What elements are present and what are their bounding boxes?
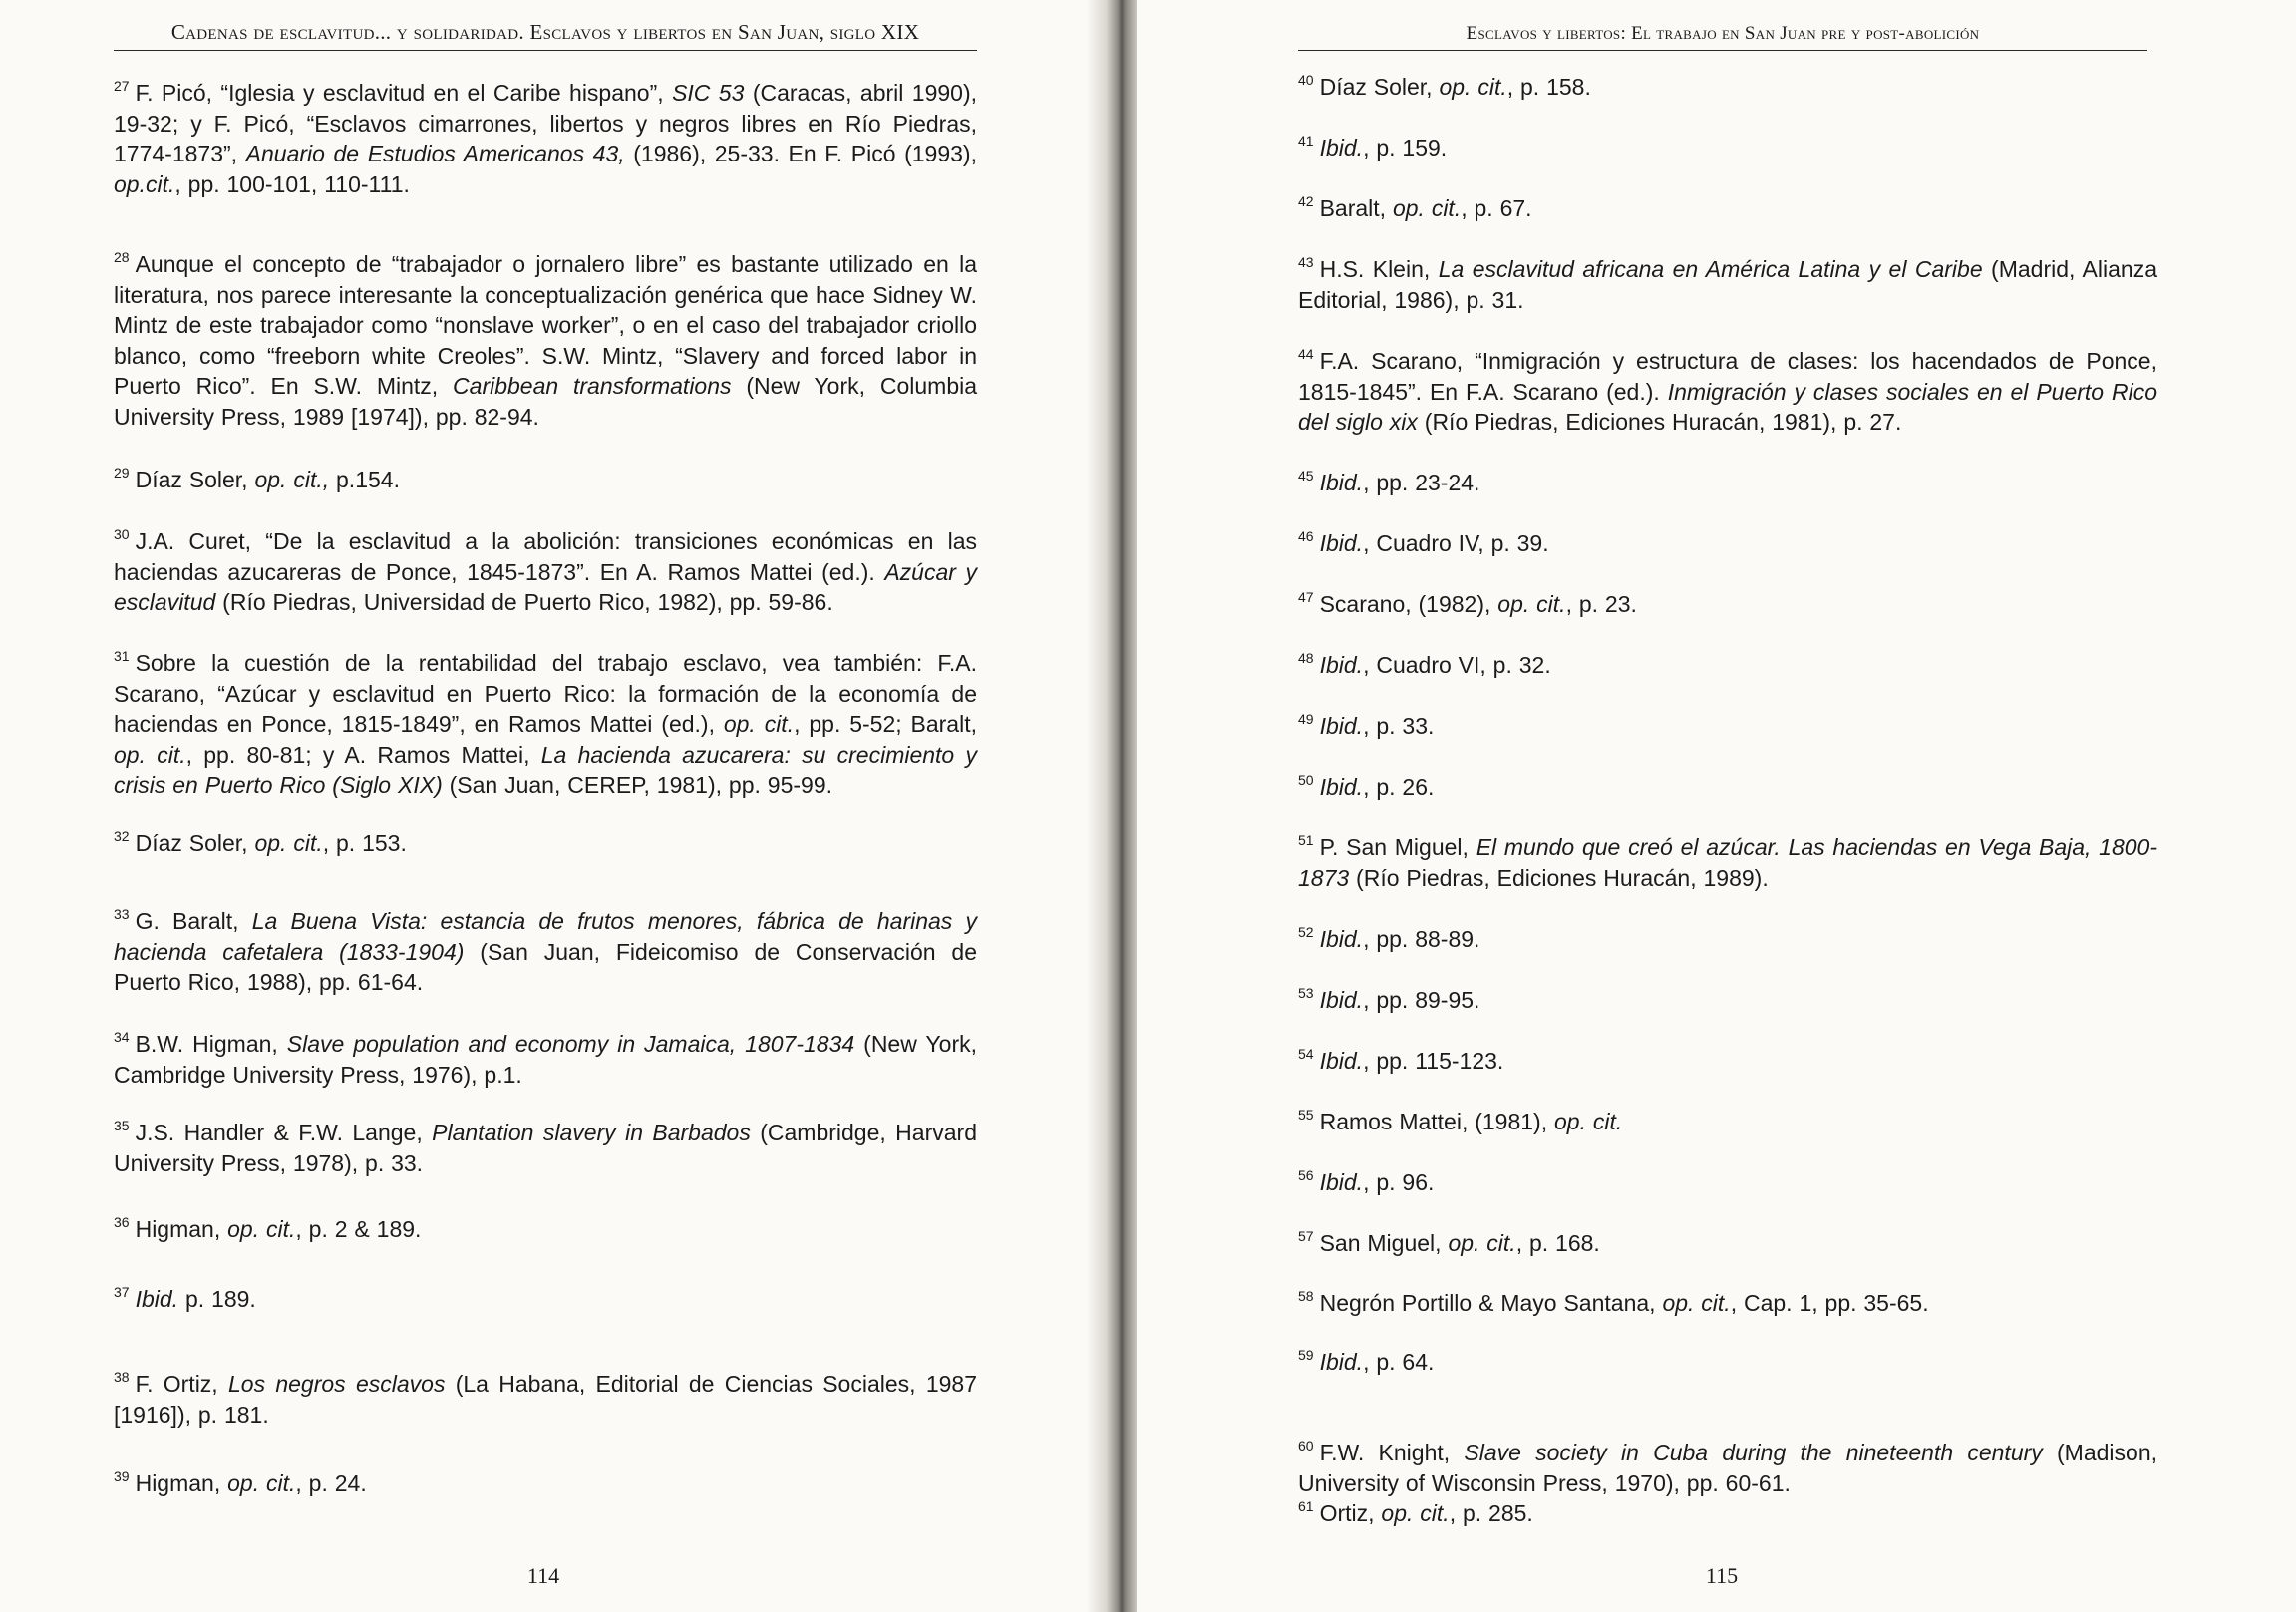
note-text: , Cap. 1, pp. 35-65. — [1730, 1290, 1929, 1316]
note-text-italic: op. cit. — [114, 741, 186, 768]
note-text: (San Juan, Fideicomiso de Conservación de Puerto Rico, 1988), pp. 61-64. — [114, 938, 977, 995]
note-text: , pp. 115-123. — [1363, 1048, 1504, 1074]
note-number: 31 — [114, 648, 130, 664]
note-text: , pp. 88-89. — [1363, 926, 1480, 952]
note-text-italic: El mundo que creó el azúcar. Las haciendas en Vega Baja, 1800-1873 — [1298, 834, 2157, 891]
endnote — [1298, 72, 2157, 103]
note-text: , p. 2 & 189. — [295, 1216, 422, 1242]
note-text-italic: Ibid. — [1319, 987, 1364, 1013]
note-text: B.W. Higman, — [135, 1031, 287, 1057]
note-text: Sobre la cuestión de la rentabilidad del trabajo esclavo, vea también: F.A. Scarano, “Azúcar y esclavitud en Puerto Rico: la formación de la economía de haciendas en Ponce, 1815-1849”, en Ramos Mattei (ed.), — [114, 650, 977, 737]
note-text: , p. 23. — [1565, 591, 1637, 617]
note-text: Ortiz, — [1319, 1500, 1382, 1526]
endnote — [1298, 832, 2157, 893]
note-text: (Río Piedras, Ediciones Huracán, 1989). — [1349, 864, 1769, 891]
note-number: 59 — [1298, 1347, 1314, 1363]
note-text: , pp. 89-95. — [1363, 987, 1480, 1013]
endnote — [1298, 924, 2157, 955]
note-text: (La Habana, Editorial de Ciencias Sociales, 1987 [1916]), p. 181. — [114, 1371, 977, 1428]
note-text-italic: op. cit. — [723, 711, 795, 737]
note-number: 33 — [114, 906, 130, 922]
note-text-italic: op. cit. — [1554, 1109, 1623, 1134]
note-number: 48 — [1298, 650, 1314, 666]
note-text-italic: op. cit. — [227, 1216, 296, 1242]
note-number: 45 — [1298, 468, 1314, 484]
note-text: (1986), 25-33. En F. Picó (1993), — [624, 141, 977, 166]
note-text-italic: op. cit. — [1448, 1230, 1516, 1256]
endnote — [114, 78, 977, 199]
endnote — [1298, 133, 2157, 163]
note-text: Higman, — [135, 1470, 228, 1496]
note-text: San Miguel, — [1319, 1230, 1449, 1256]
note-text: p. 189. — [178, 1286, 256, 1312]
note-text: , p. 64. — [1363, 1349, 1435, 1375]
note-text-italic: Slave society in Cuba during the nineteenth century — [1464, 1440, 2043, 1465]
endnote — [114, 1468, 977, 1499]
running-head-left: Cadenas de esclavitud... y solidaridad. Esclavos y libertos en San Juan, siglo XIX — [114, 18, 977, 51]
note-text: , p. 168. — [1515, 1230, 1600, 1256]
note-number: 28 — [114, 249, 130, 265]
note-text: J.S. Handler & F.W. Lange, — [135, 1120, 433, 1145]
note-text-italic: Caribbean transformations — [453, 373, 732, 399]
note-text: (Madrid, Alianza Editorial, 1986), p. 31. — [1298, 256, 2157, 313]
note-text: Ramos Mattei, (1981), — [1319, 1109, 1554, 1134]
note-text: Díaz Soler, — [135, 467, 255, 492]
note-number: 41 — [1298, 133, 1314, 149]
note-text: , p. 26. — [1363, 774, 1435, 800]
note-text: , p. 67. — [1461, 195, 1532, 221]
note-text-italic: Ibid. — [1319, 135, 1364, 161]
note-number: 46 — [1298, 528, 1314, 544]
note-number: 52 — [1298, 924, 1314, 940]
note-text-italic: Ibid. — [1319, 713, 1364, 739]
note-text-italic: Azúcar y esclavitud — [114, 558, 977, 615]
note-text-italic: Ibid. — [1319, 470, 1364, 495]
endnote — [114, 906, 977, 998]
note-text-italic: Ibid. — [135, 1286, 179, 1312]
note-text: p.154. — [329, 467, 400, 492]
page-number-right: 115 — [1705, 1563, 1739, 1588]
note-text: , p. 158. — [1506, 74, 1591, 100]
note-text-italic: La hacienda azucarera: su crecimiento y crisis en Puerto Rico (Siglo XIX) — [114, 741, 977, 798]
note-text-italic: Los negros esclavos — [227, 1371, 446, 1397]
note-number: 44 — [1298, 346, 1314, 362]
note-text: F.W. Knight, — [1319, 1440, 1465, 1465]
note-text-italic: op. cit. — [1439, 74, 1507, 100]
note-text: (Madison, University of Wisconsin Press, 1970), pp. 60-61. — [1298, 1440, 2157, 1496]
endnote — [114, 249, 977, 432]
endnote — [1298, 1167, 2157, 1198]
endnote — [1298, 650, 2157, 681]
note-text-italic: op. cit. — [1392, 195, 1462, 221]
endnote — [114, 526, 977, 618]
note-text-italic: op. cit. — [1497, 591, 1566, 617]
note-text: , Cuadro VI, p. 32. — [1363, 652, 1551, 678]
note-number: 61 — [1298, 1498, 1314, 1514]
note-number: 50 — [1298, 772, 1314, 788]
note-text: , p. 24. — [295, 1470, 367, 1496]
note-text: , pp. 5-52; Baralt, — [794, 711, 977, 737]
note-number: 30 — [114, 526, 130, 542]
note-number: 56 — [1298, 1167, 1314, 1183]
endnote — [1298, 1498, 2157, 1529]
note-text: (Río Piedras, Universidad de Puerto Rico, 1982), pp. 59-86. — [215, 589, 833, 615]
note-number: 49 — [1298, 711, 1314, 727]
endnote — [114, 1029, 977, 1090]
endnote — [1298, 254, 2157, 315]
note-text-italic: Inmigración y clases sociales en el Puerto Rico del siglo xix — [1298, 378, 2158, 435]
note-number: 54 — [1298, 1046, 1314, 1062]
note-text: Scarano, (1982), — [1319, 591, 1498, 617]
note-number: 36 — [114, 1214, 130, 1230]
note-text-italic: op. cit. — [1662, 1290, 1731, 1316]
note-number: 60 — [1298, 1438, 1314, 1453]
note-text-italic: Ibid. — [1319, 1349, 1364, 1375]
note-text: Higman, — [135, 1216, 228, 1242]
note-text-italic: La esclavitud africana en América Latina y el Caribe — [1438, 256, 1983, 282]
note-number: 27 — [114, 78, 130, 94]
note-text: , p. 159. — [1363, 135, 1448, 161]
endnote — [1298, 1438, 2157, 1498]
note-number: 53 — [1298, 985, 1314, 1001]
note-text: Díaz Soler, — [1319, 74, 1440, 100]
note-text: Baralt, — [1319, 195, 1393, 221]
endnote — [114, 648, 977, 801]
note-number: 57 — [1298, 1228, 1314, 1244]
endnote — [1298, 346, 2157, 438]
note-text: , pp. 80-81; y A. Ramos Mattei, — [185, 741, 541, 768]
endnote — [1298, 1228, 2157, 1259]
note-text-italic: SIC 53 — [672, 80, 745, 106]
note-text-italic: Slave population and economy in Jamaica, 1807-1834 — [286, 1031, 855, 1057]
note-text-italic: op. cit. — [227, 1470, 296, 1496]
note-text: , p. 33. — [1363, 713, 1435, 739]
note-text: Aunque el concepto de “trabajador o jornalero libre” es bastante utilizado en la literatura, nos parece interesante la conceptualización genérica que hace Sidney W. Mintz de este trabajador como “nonslave worker”, o en el caso del trabajador criollo blanco, como “freeborn white Creoles”. S.W. Mintz, “Slavery and forced labor in Puerto Rico”. En S.W. Mintz, — [114, 251, 977, 399]
note-text: , Cuadro IV, p. 39. — [1363, 530, 1549, 556]
endnote — [1298, 193, 2157, 224]
note-text: F. Ortiz, — [135, 1371, 228, 1397]
note-text: J.A. Curet, “De la esclavitud a la abolición: transiciones económicas en las haciendas azucareras de Ponce, 1845-1873”. En A. Ramos Mattei (ed.). — [114, 528, 977, 585]
note-text: , p. 153. — [322, 830, 407, 856]
note-text-italic: op.cit. — [114, 170, 175, 197]
note-number: 39 — [114, 1468, 130, 1484]
note-text-italic: Ibid. — [1319, 530, 1364, 556]
note-text: (Caracas, abril 1990), 19-32; y F. Picó, “Esclavos cimarrones, libertos y negros libres en Río Piedras, 1774-1873”, — [114, 80, 978, 166]
note-text-italic: Ibid. — [1319, 774, 1364, 800]
note-text: , p. 285. — [1449, 1500, 1533, 1526]
note-text-italic: op. cit., — [254, 467, 330, 492]
endnote — [114, 1284, 977, 1315]
note-number: 40 — [1298, 72, 1314, 88]
note-text-italic: La Buena Vista: estancia de frutos menores, fábrica de harinas y hacienda cafetalera (1833-1904) — [114, 908, 977, 965]
note-number: 32 — [114, 828, 130, 844]
note-number: 34 — [114, 1029, 130, 1045]
endnote — [1298, 468, 2157, 498]
note-text: , pp. 100-101, 110-111. — [174, 170, 410, 197]
endnote — [1298, 528, 2157, 559]
note-text: F. Picó, “Iglesia y esclavitud en el Caribe hispano”, — [135, 80, 673, 106]
note-number: 55 — [1298, 1107, 1314, 1123]
note-text: (Cambridge, Harvard University Press, 1978), p. 33. — [114, 1120, 977, 1176]
left-page — [0, 0, 1107, 1612]
right-page — [1137, 0, 2296, 1612]
endnote — [1298, 711, 2157, 742]
endnote — [114, 1214, 977, 1245]
note-text-italic: op. cit. — [254, 830, 323, 856]
note-number: 51 — [1298, 832, 1314, 848]
note-text-italic: Ibid. — [1319, 1169, 1364, 1195]
endnote — [114, 465, 977, 495]
note-text-italic: Ibid. — [1319, 1048, 1364, 1074]
endnote — [1298, 589, 2157, 620]
note-text: (New York, Columbia University Press, 1989 [1974]), pp. 82-94. — [114, 373, 978, 430]
note-text: H.S. Klein, — [1319, 256, 1439, 282]
note-text: (Río Piedras, Ediciones Huracán, 1981), p. 27. — [1417, 409, 1902, 435]
note-text: (San Juan, CEREP, 1981), pp. 95-99. — [442, 772, 832, 798]
note-text: , pp. 23-24. — [1363, 470, 1480, 495]
note-text: G. Baralt, — [135, 908, 252, 934]
note-text-italic: Ibid. — [1319, 652, 1364, 678]
note-text: Díaz Soler, — [135, 830, 255, 856]
endnote — [1298, 985, 2157, 1016]
note-text: , p. 96. — [1363, 1169, 1435, 1195]
note-text-italic: Ibid. — [1319, 926, 1364, 952]
endnote — [114, 1118, 977, 1178]
note-number: 37 — [114, 1284, 130, 1300]
endnote — [114, 1369, 977, 1430]
note-text: (New York, Cambridge University Press, 1976), p.1. — [114, 1031, 977, 1088]
page-number-left: 114 — [526, 1563, 560, 1588]
note-number: 47 — [1298, 589, 1314, 605]
note-number: 35 — [114, 1118, 130, 1133]
endnote — [1298, 772, 2157, 803]
note-text-italic: Anuario de Estudios Americanos 43, — [245, 141, 625, 166]
note-number: 42 — [1298, 193, 1314, 209]
endnote — [1298, 1107, 2157, 1137]
endnote — [1298, 1347, 2157, 1378]
note-text-italic: op. cit. — [1381, 1500, 1450, 1526]
note-text: Negrón Portillo & Mayo Santana, — [1319, 1290, 1663, 1316]
endnote — [1298, 1288, 2157, 1319]
note-text: F.A. Scarano, “Inmigración y estructura de clases: los hacendados de Ponce, 1815-1845”. En F.A. Scarano (ed.). — [1298, 348, 2157, 405]
endnote — [114, 828, 977, 859]
running-head-right — [1298, 18, 2147, 51]
note-number: 58 — [1298, 1288, 1314, 1304]
running-head-right-text: Esclavos y libertos: El trabajo en San Juan pre y post-abolición — [1466, 23, 1980, 44]
note-number: 29 — [114, 465, 130, 481]
endnote — [1298, 1046, 2157, 1077]
note-number: 38 — [114, 1369, 130, 1385]
note-text: P. San Miguel, — [1319, 834, 1476, 860]
note-text-italic: Plantation slavery in Barbados — [432, 1120, 751, 1145]
note-number: 43 — [1298, 254, 1314, 270]
